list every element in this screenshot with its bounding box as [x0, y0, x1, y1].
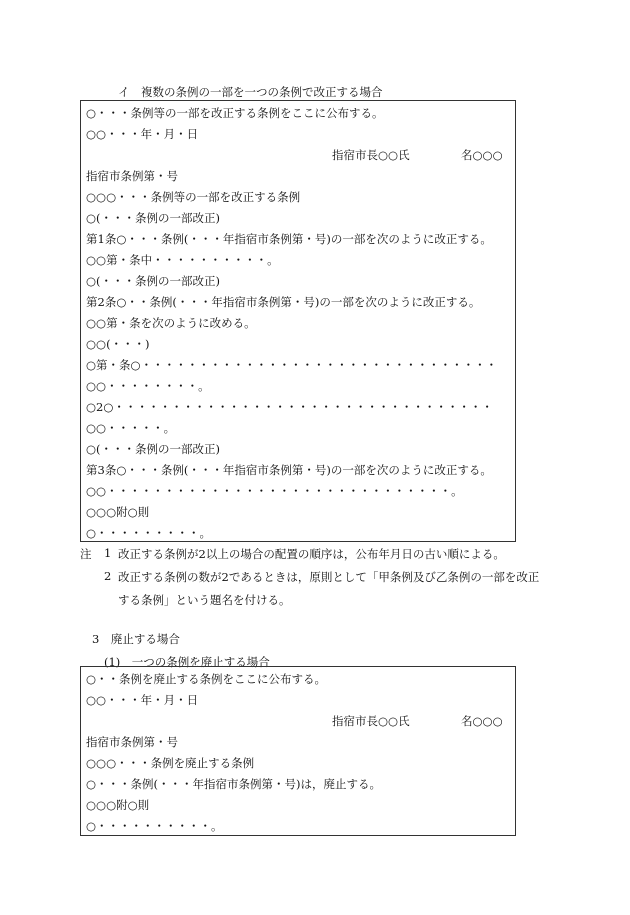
box1-line: 第2条○・・条例(・・・年指宿市条例第・号)の一部を次のように改正する。 — [86, 295, 481, 309]
note-2-text-line-2: する条例」という題名を付ける。 — [118, 593, 291, 607]
box1-line: ○(・・・条例の一部改正) — [86, 274, 221, 288]
box1-line: ○○・・・・・・・・・・・・・・・・・・・・・・・・・・・・・・。 — [86, 484, 463, 498]
box1-line: ○2○・・・・・・・・・・・・・・・・・・・・・・・・・・・・・・・・・ — [86, 400, 493, 414]
notes-prefix: 注 — [80, 547, 92, 561]
box1-signature-name: 名○○○ — [461, 148, 503, 162]
box2-signature-name: 名○○○ — [461, 714, 503, 728]
box1-line: ○第・条○・・・・・・・・・・・・・・・・・・・・・・・・・・・・・・・ — [86, 358, 498, 372]
ordinance-template-box-1 — [80, 100, 516, 542]
box1-line: ○○・・・・・・・・。 — [86, 379, 210, 393]
box1-line: 第1条○・・・条例(・・・年指宿市条例第・号)の一部を次のように改正する。 — [86, 232, 492, 246]
box1-line: ○○○附○則 — [86, 505, 150, 519]
box1-line: ○○○・・・条例等の一部を改正する条例 — [86, 190, 301, 204]
box1-line: ○○第・条を次のように改める。 — [86, 316, 256, 330]
box1-line: ○・・・条例等の一部を改正する条例をここに公布する。 — [86, 106, 384, 120]
box2-line: ○・・・・・・・・・・。 — [86, 819, 223, 833]
note-1-number: 1 — [104, 546, 112, 560]
box1-line: 第3条○・・・条例(・・・年指宿市条例第・号)の一部を次のように改正する。 — [86, 463, 492, 477]
note-2-number: 2 — [104, 569, 112, 583]
box1-line: 指宿市条例第・号 — [86, 169, 178, 183]
box2-line: ○○○・・・条例を廃止する条例 — [86, 756, 255, 770]
section-heading-i: イ 複数の条例の一部を一つの条例で改正する場合 — [118, 85, 383, 99]
box1-line: ○(・・・条例の一部改正) — [86, 211, 221, 225]
section-3-sub-heading: (1) 一つの条例を廃止する場合 — [104, 655, 270, 669]
section-3-heading: 3 廃止する場合 — [92, 632, 180, 646]
note-1-text: 改正する条例が2以上の場合の配置の順序は，公布年月日の古い順による。 — [118, 547, 505, 561]
box1-line: ○○・・・・・。 — [86, 421, 176, 435]
ordinance-template-box-2 — [80, 666, 516, 836]
box1-line: ○○・・・年・月・日 — [86, 127, 199, 141]
box2-signature-title: 指宿市長○○氏 — [332, 714, 410, 728]
box1-signature-title: 指宿市長○○氏 — [332, 148, 410, 162]
box2-line: ○○○附○則 — [86, 798, 150, 812]
box2-line: ○○・・・年・月・日 — [86, 693, 199, 707]
box1-line: ○・・・・・・・・・。 — [86, 526, 212, 540]
box2-line: 指宿市条例第・号 — [86, 735, 178, 749]
box1-line: ○(・・・条例の一部改正) — [86, 442, 221, 456]
box2-line: ○・・条例を廃止する条例をここに公布する。 — [86, 672, 327, 686]
box2-line: ○・・・条例(・・・年指宿市条例第・号)は，廃止する。 — [86, 777, 382, 791]
box1-line: ○○第・条中・・・・・・・・・・。 — [86, 253, 279, 267]
box1-line: ○○(・・・) — [86, 337, 150, 351]
note-2-text-line-1: 改正する条例の数が2であるときは，原則として「甲条例及び乙条例の一部を改正 — [118, 570, 540, 584]
